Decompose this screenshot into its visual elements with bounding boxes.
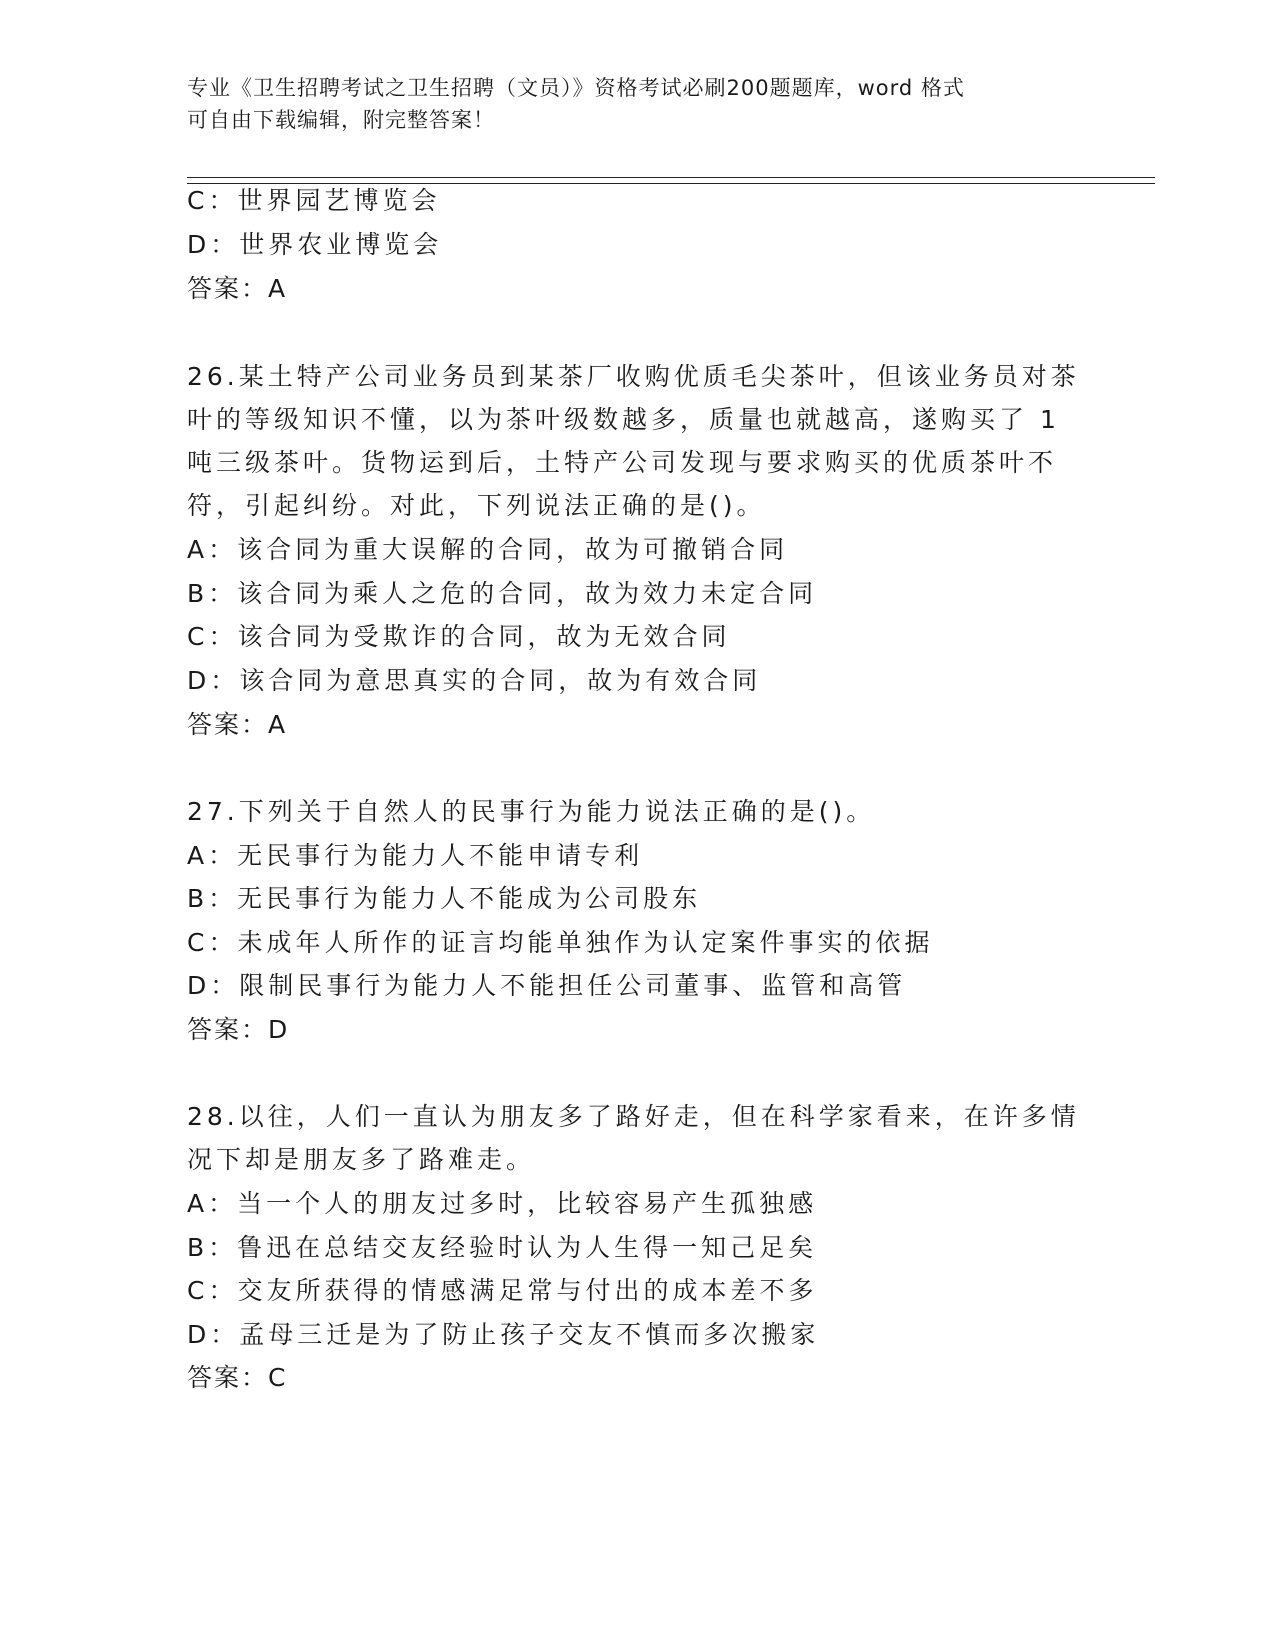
q26-stem-line-2: 叶的等级知识不懂，以为茶叶级数越多，质量也就越高，遂购买了 1 xyxy=(187,405,1060,434)
q27-option-b: B：无民事行为能力人不能成为公司股东 xyxy=(187,884,702,913)
answer-label: 答案： xyxy=(187,274,269,303)
answer-value: C xyxy=(268,1363,286,1392)
q27-option-d: D：限制民事行为能力人不能担任公司董事、监管和高管 xyxy=(187,971,907,1000)
q28-option-b: B：鲁迅在总结交友经验时认为人生得一知己足矣 xyxy=(187,1233,818,1262)
q28-option-c: C：交友所获得的情感满足常与付出的成本差不多 xyxy=(187,1276,818,1305)
document-header xyxy=(187,72,1087,136)
q27-option-c: C：未成年人所作的证言均能单独作为认定案件事实的依据 xyxy=(187,928,934,957)
header-line-1: 专业《卫生招聘考试之卫生招聘（文员）》资格考试必刷200题题库，word 格式 xyxy=(187,76,965,100)
q26-stem-line-3: 吨三级茶叶。货物运到后，土特产公司发现与要求购买的优质茶叶不 xyxy=(187,448,1058,477)
q28-answer xyxy=(187,1363,285,1393)
q28-option-a: A：当一个人的朋友过多时，比较容易产生孤独感 xyxy=(187,1189,818,1218)
q26-option-d: D：该合同为意思真实的合同，故为有效合同 xyxy=(187,666,762,695)
answer-label: 答案： xyxy=(187,1015,269,1044)
answer-value: A xyxy=(268,274,286,303)
q27-answer xyxy=(187,1015,287,1045)
answer-label: 答案： xyxy=(187,1363,269,1392)
q28-stem-line-2: 况下却是朋友多了路难走。 xyxy=(187,1145,536,1174)
q26-option-b: B：该合同为乘人之危的合同，故为效力未定合同 xyxy=(187,579,818,608)
q26-option-c: C：该合同为受欺诈的合同，故为无效合同 xyxy=(187,622,731,651)
q27-stem-line-1: 27.下列关于自然人的民事行为能力说法正确的是()。 xyxy=(187,797,876,826)
answer-value: A xyxy=(268,710,286,739)
header-divider-top xyxy=(187,177,1155,178)
answer-label: 答案： xyxy=(187,710,269,739)
q25-option-c: C：世界园艺博览会 xyxy=(187,186,441,215)
q25-answer xyxy=(187,274,285,304)
q26-stem-line-4: 符，引起纠纷。对此，下列说法正确的是()。 xyxy=(187,491,766,520)
q27-option-a: A：无民事行为能力人不能申请专利 xyxy=(187,841,644,870)
answer-value: D xyxy=(268,1015,288,1044)
q26-answer xyxy=(187,710,285,740)
q26-option-a: A：该合同为重大误解的合同，故为可撤销合同 xyxy=(187,535,789,564)
q28-stem-line-1: 28.以往，人们一直认为朋友多了路好走，但在科学家看来，在许多情 xyxy=(187,1102,1080,1131)
q25-option-d: D：世界农业博览会 xyxy=(187,230,443,259)
q28-option-d: D：孟母三迁是为了防止孩子交友不慎而多次搬家 xyxy=(187,1320,820,1349)
header-line-2: 可自由下载编辑，附完整答案！ xyxy=(187,108,495,132)
header-divider-bottom xyxy=(187,183,1155,184)
q26-stem-line-1: 26.某土特产公司业务员到某茶厂收购优质毛尖茶叶，但该业务员对茶 xyxy=(187,362,1080,391)
